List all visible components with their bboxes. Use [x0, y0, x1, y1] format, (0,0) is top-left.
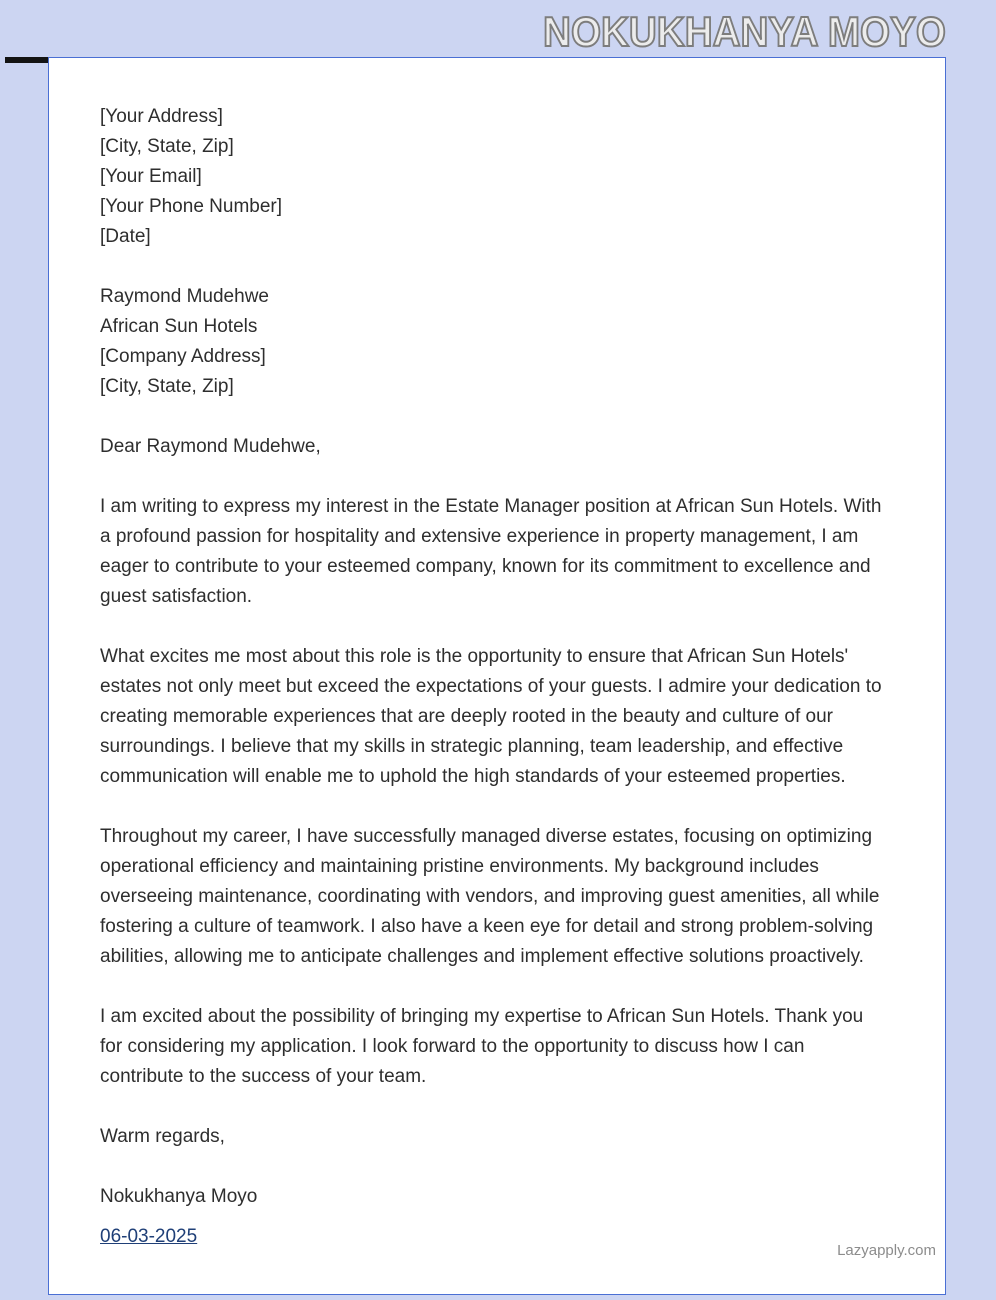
sender-address-line: [Your Phone Number] [100, 196, 283, 217]
recipient-address-line: [Company Address] [100, 346, 266, 367]
footer-date-link[interactable]: 06-03-2025 [100, 1226, 198, 1247]
salutation-text: Dear Raymond Mudehwe, [100, 436, 321, 457]
letter-body [48, 57, 946, 1295]
recipient-company: African Sun Hotels [100, 316, 258, 337]
recipient-name: Raymond Mudehwe [100, 286, 269, 307]
sender-address-line: [Date] [100, 226, 151, 247]
closing [100, 1122, 889, 1152]
letter-paragraph: What excites me most about this role is the opportunity to ensure that African Sun Hotels' estates not only meet but exceed the expectations of your guests. I admire your dedication to creating memorable experiences that are deeply rooted in the beauty and culture of our surroundings. I believe that my skills in strategic planning, team leadership, and effective communication will enable me to uphold the high standards of your esteemed properties. [100, 646, 882, 787]
sender-address-block [100, 102, 889, 252]
signature-name: Nokukhanya Moyo [100, 1186, 258, 1207]
recipient-address-line: [City, State, Zip] [100, 376, 234, 397]
letter-paragraph: I am writing to express my interest in the Estate Manager position at African Sun Hotels. With a profound passion for hospitality and extensive experience in property management, I am eager to contribute to your esteemed company, known for its commitment to excellence and guest satisfaction. [100, 496, 882, 607]
recipient-address-block [100, 282, 889, 402]
watermark: Lazyapply.com [837, 1242, 936, 1259]
closing-text: Warm regards, [100, 1126, 225, 1147]
letter-paragraph: Throughout my career, I have successfully managed diverse estates, focusing on optimizing operational efficiency and maintaining pristine environments. My background includes overseeing maintenance, coordinating with vendors, and improving guest amenities, all while fostering a culture of teamwork. I also have a keen eye for detail and strong problem-solving abilities, allowing me to anticipate challenges and implement effective solutions proactively. [100, 826, 880, 967]
salutation [100, 432, 889, 462]
letter-paragraph: I am excited about the possibility of bringing my expertise to African Sun Hotels. Thank you for considering my application. I look forward to the opportunity to discuss how I can contribute to the success of your team. [100, 1006, 864, 1087]
sender-address-line: [City, State, Zip] [100, 136, 234, 157]
sender-address-line: [Your Email] [100, 166, 202, 187]
sender-address-line: [Your Address] [100, 106, 223, 127]
header-name: NOKUKHANYA MOYO [543, 8, 946, 55]
